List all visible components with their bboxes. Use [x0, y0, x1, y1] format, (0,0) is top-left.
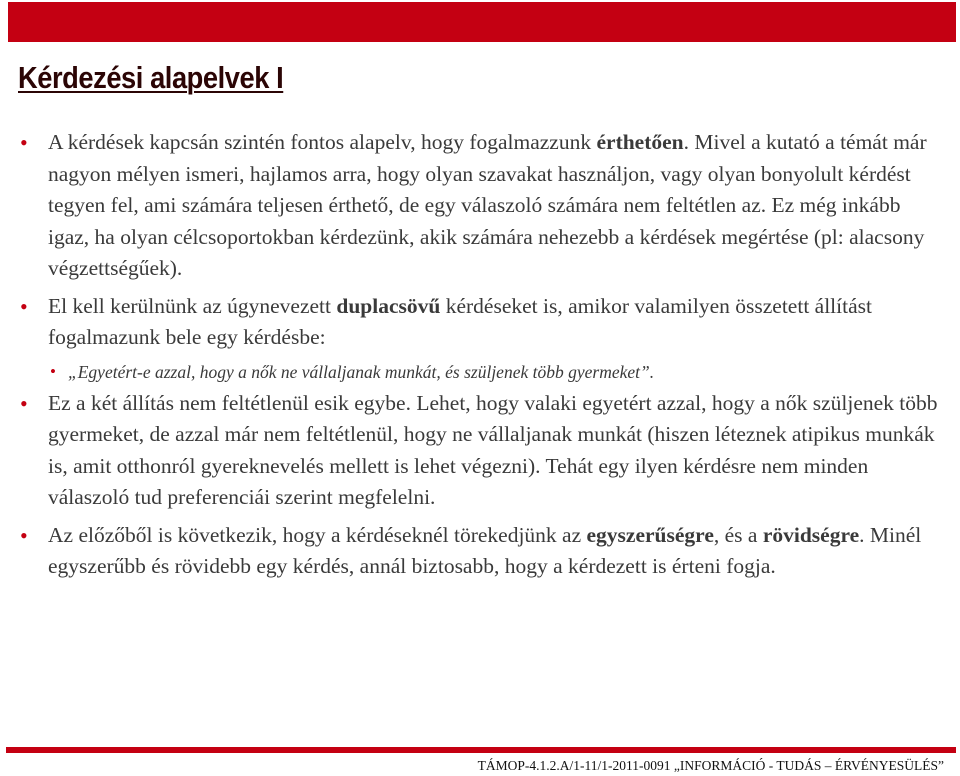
paragraph-2-bold: duplacsövű — [336, 293, 441, 318]
paragraph-4-bold-2: rövidségre — [762, 522, 860, 547]
paragraph-3 — [20, 388, 940, 514]
paragraph-4-text-a: Az előzőből is következik, hogy a kérdéseknél törekedjünk az — [48, 522, 587, 547]
paragraph-2-text-c: kérdéseket is, amikor valamilyen összetett állítást fogalmazunk bele egy kérdésbe: — [48, 293, 872, 349]
paragraph-1-text-a: A kérdések kapcsán szintén fontos alapelv, hogy fogalmazzunk — [48, 130, 597, 154]
paragraph-1-bold: érthetően — [596, 130, 684, 154]
header-red-bar — [8, 2, 956, 42]
bullet-icon: • — [20, 390, 28, 416]
paragraph-4-bold-1: egyszerűségre — [586, 522, 714, 547]
paragraph-4-text-c: , és a — [713, 522, 763, 547]
slide-content — [20, 127, 940, 583]
paragraph-2 — [20, 291, 940, 354]
paragraph-1 — [20, 127, 940, 285]
paragraph-1-text-c: . Mivel a kutató a témát már nagyon mélyen ismeri, hajlamos arra, hogy olyan szavakat használjon, vagy olyan bonyolult kérdést tegyen fel, ami számára teljesen érthető, de egy válaszoló számára nem feltétlen az. Ez még inkább igaz, ha olyan célcsoportokban kérdezünk, akik számára nehezebb a kérdések megértése (pl: alacsony végzettségűek). — [48, 130, 927, 280]
footer-red-line — [6, 747, 956, 753]
paragraph-4-text-e: . Minél egyszerűbb és rövidebb egy kérdés, annál biztosabb, hogy a kérdezett is érteni fogja. — [48, 522, 922, 578]
paragraph-4 — [20, 520, 940, 583]
paragraph-2-text-a: El kell kerülnünk az úgynevezett — [48, 293, 337, 318]
title-container — [18, 58, 319, 98]
sub-bullet-text: „Egyetért-e azzal, hogy a nők ne vállaljanak munkát, és szüljenek több gyermeket”. — [68, 361, 655, 382]
footer-project-code: TÁMOP-4.1.2.A/1-11/1-2011-0091 „INFORMÁCIÓ - TUDÁS – ÉRVÉNYESÜLÉS” — [477, 758, 944, 773]
sub-bullet-icon: • — [50, 361, 56, 381]
bullet-icon: • — [20, 522, 28, 548]
bullet-icon: • — [20, 293, 28, 319]
slide-title: Kérdezési alapelvek I — [18, 60, 284, 95]
sub-bullet-example — [20, 358, 940, 386]
bullet-icon: • — [20, 130, 28, 155]
paragraph-3-text: Ez a két állítás nem feltétlenül esik egybe. Lehet, hogy valaki egyetért azzal, hogy a nők szüljenek több gyermeket, de azzal már nem feltétlenül, hogy ne vállaljanak munkát (hiszen léteznek atipikus munkák is, amit otthonról gyereknevelés mellett is lehet végezni). Tehát egy ilyen kérdésre nem minden válaszoló tud preferenciái szerint megfelelni. — [48, 390, 938, 509]
